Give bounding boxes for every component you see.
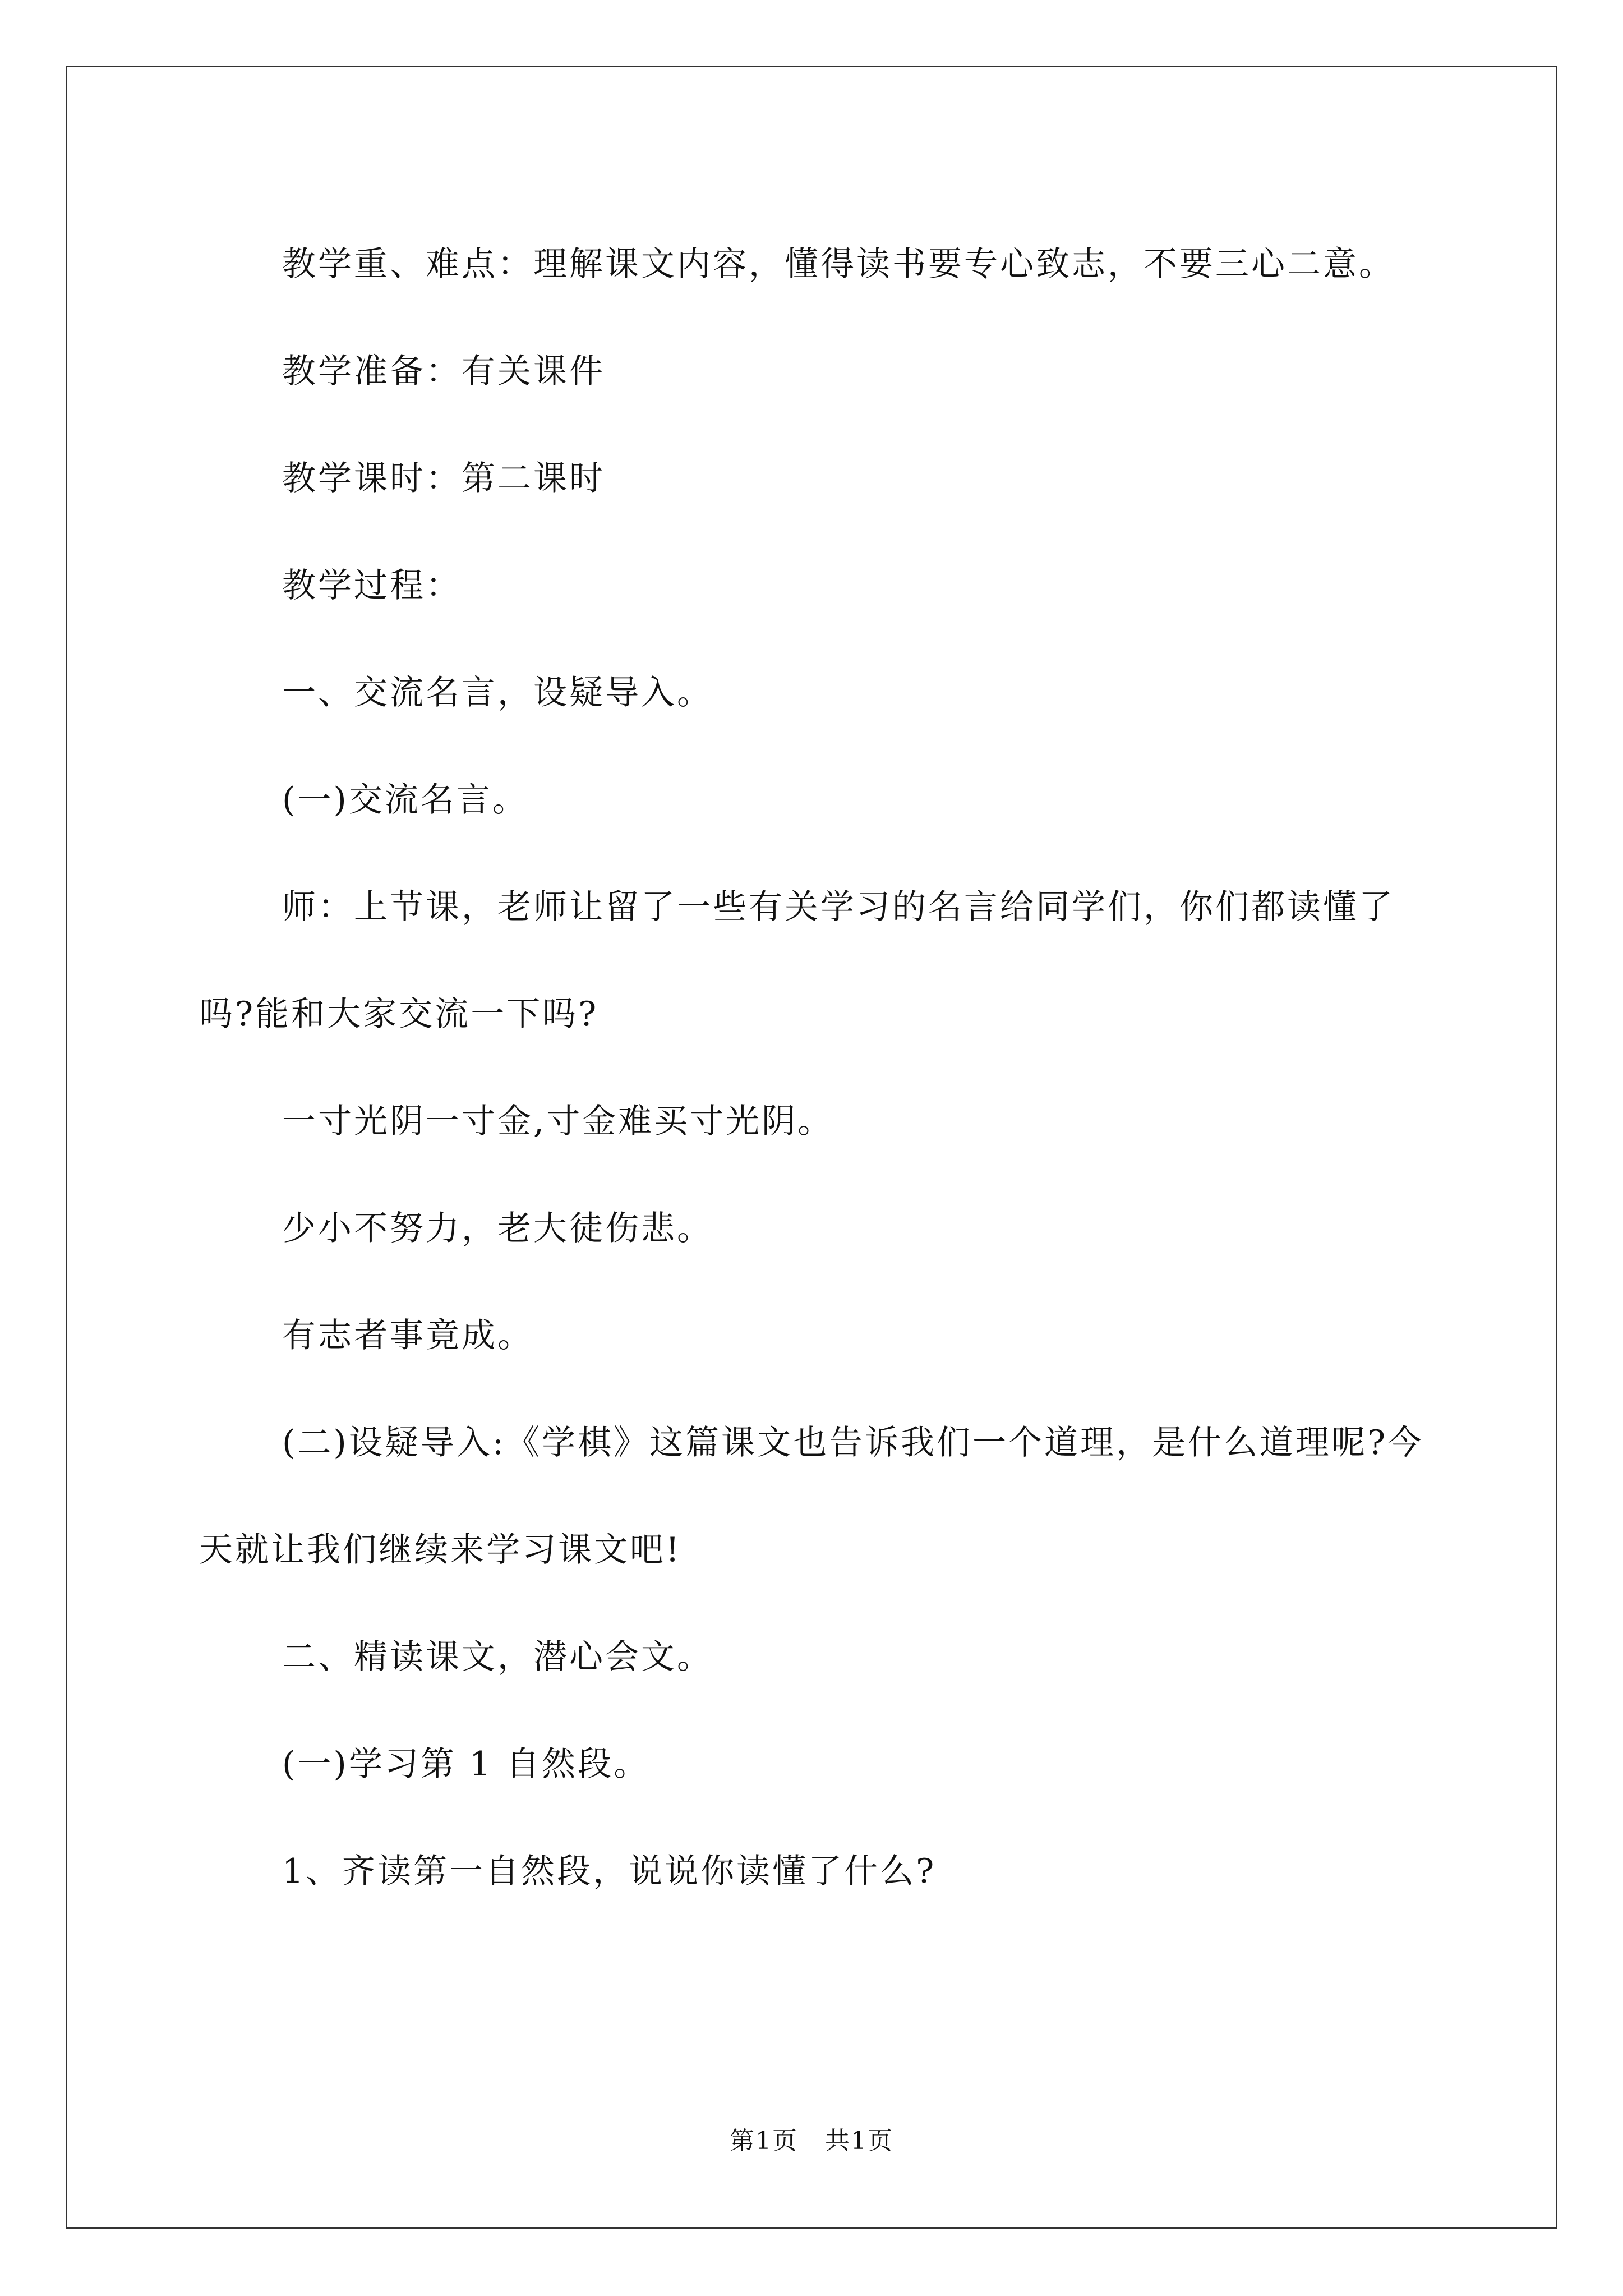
page-number-total: 共1页 xyxy=(825,2127,893,2155)
paragraph-subsection-two: (二)设疑导入:《学棋》这篇课文也告诉我们一个道理，是什么道理呢?今天就让我们继续来学习课文吧! xyxy=(199,1423,1424,1570)
paragraph-section-one-heading: 一、交流名言，设疑导入。 xyxy=(282,673,713,712)
paragraph-quote-one: 一寸光阴一寸金,寸金难买寸光阴。 xyxy=(282,1102,834,1141)
page-number-current: 第1页 xyxy=(730,2127,798,2155)
document-body xyxy=(199,211,1427,1925)
paragraph-preparation: 教学准备：有关课件 xyxy=(282,352,605,391)
paragraph-subsection-one: (一)交流名言。 xyxy=(282,780,528,820)
page-footer xyxy=(0,2120,1623,2156)
paragraph-quote-two: 少小不努力，老大徒伤悲。 xyxy=(282,1209,713,1248)
paragraph-teacher-question: 师：上节课，老师让留了一些有关学习的名言给同学们，你们都读懂了吗?能和大家交流一下吗? xyxy=(199,887,1395,1034)
paragraph-process-heading: 教学过程： xyxy=(282,566,462,605)
paragraph-key-points: 教学重、难点：理解课文内容，懂得读书要专心致志，不要三心二意。 xyxy=(282,245,1395,284)
paragraph-class-hours: 教学课时：第二课时 xyxy=(282,459,605,498)
paragraph-read-together: 1、齐读第一自然段，说说你读懂了什么? xyxy=(282,1852,937,1891)
paragraph-quote-three: 有志者事竟成。 xyxy=(282,1316,533,1355)
paragraph-section-two-heading: 二、精读课文，潜心会文。 xyxy=(282,1637,713,1677)
paragraph-study-paragraph-one: (一)学习第 1 自然段。 xyxy=(282,1745,650,1784)
